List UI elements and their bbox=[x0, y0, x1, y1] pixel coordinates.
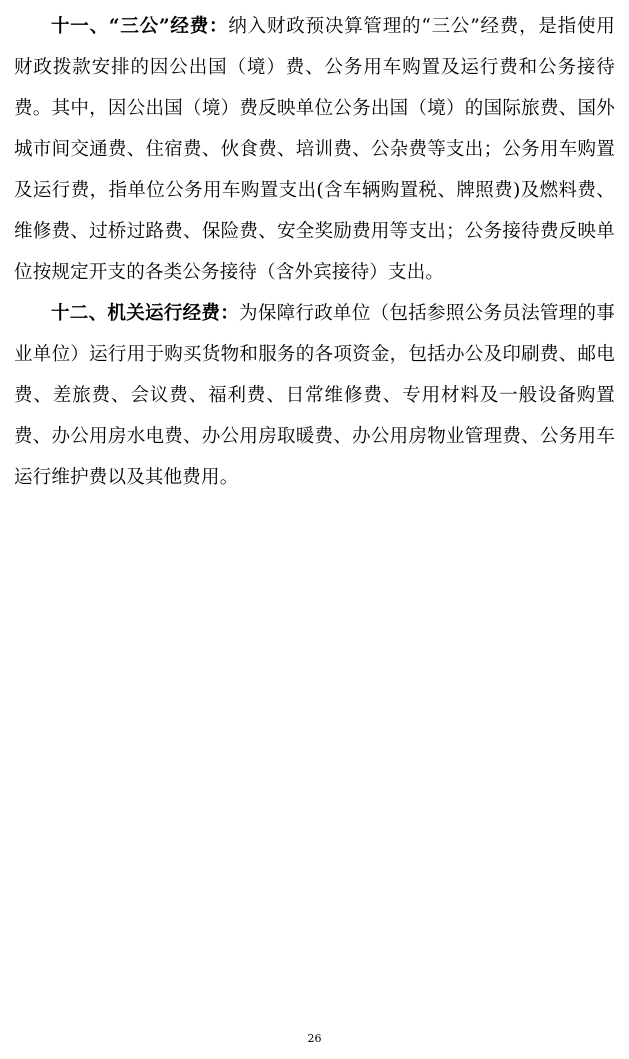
page-number: 26 bbox=[307, 1032, 322, 1045]
paragraph-twelve-heading: 十二、机关运行经费： bbox=[51, 303, 240, 324]
paragraph-eleven bbox=[14, 6, 615, 293]
page-content bbox=[14, 0, 615, 498]
paragraph-twelve bbox=[14, 293, 615, 498]
paragraph-eleven-heading: 十一、“三公”经费： bbox=[51, 16, 229, 37]
paragraph-twelve-body: 为保障行政单位（包括参照公务员法管理的事业单位）运行用于购买货物和服务的各项资金，包括办公及印刷费、邮电费、差旅费、会议费、福利费、日常维修费、专用材料及一般设备购置费、办公用房水电费、办公用房取暖费、办公用房物业管理费、公务用车运行维护费以及其他费用。 bbox=[14, 303, 615, 488]
paragraph-eleven-body: 纳入财政预决算管理的“三公”经费，是指使用财政拨款安排的因公出国（境）费、公务用车购置及运行费和公务接待费。其中，因公出国（境）费反映单位公务出国（境）的国际旅费、国外城市间交通费、住宿费、伙食费、培训费、公杂费等支出；公务用车购置及运行费，指单位公务用车购置支出(含车辆购置税、牌照费)及燃料费、维修费、过桥过路费、保险费、安全奖励费用等支出；公务接待费反映单位按规定开支的各类公务接待（含外宾接待）支出。 bbox=[14, 16, 615, 283]
